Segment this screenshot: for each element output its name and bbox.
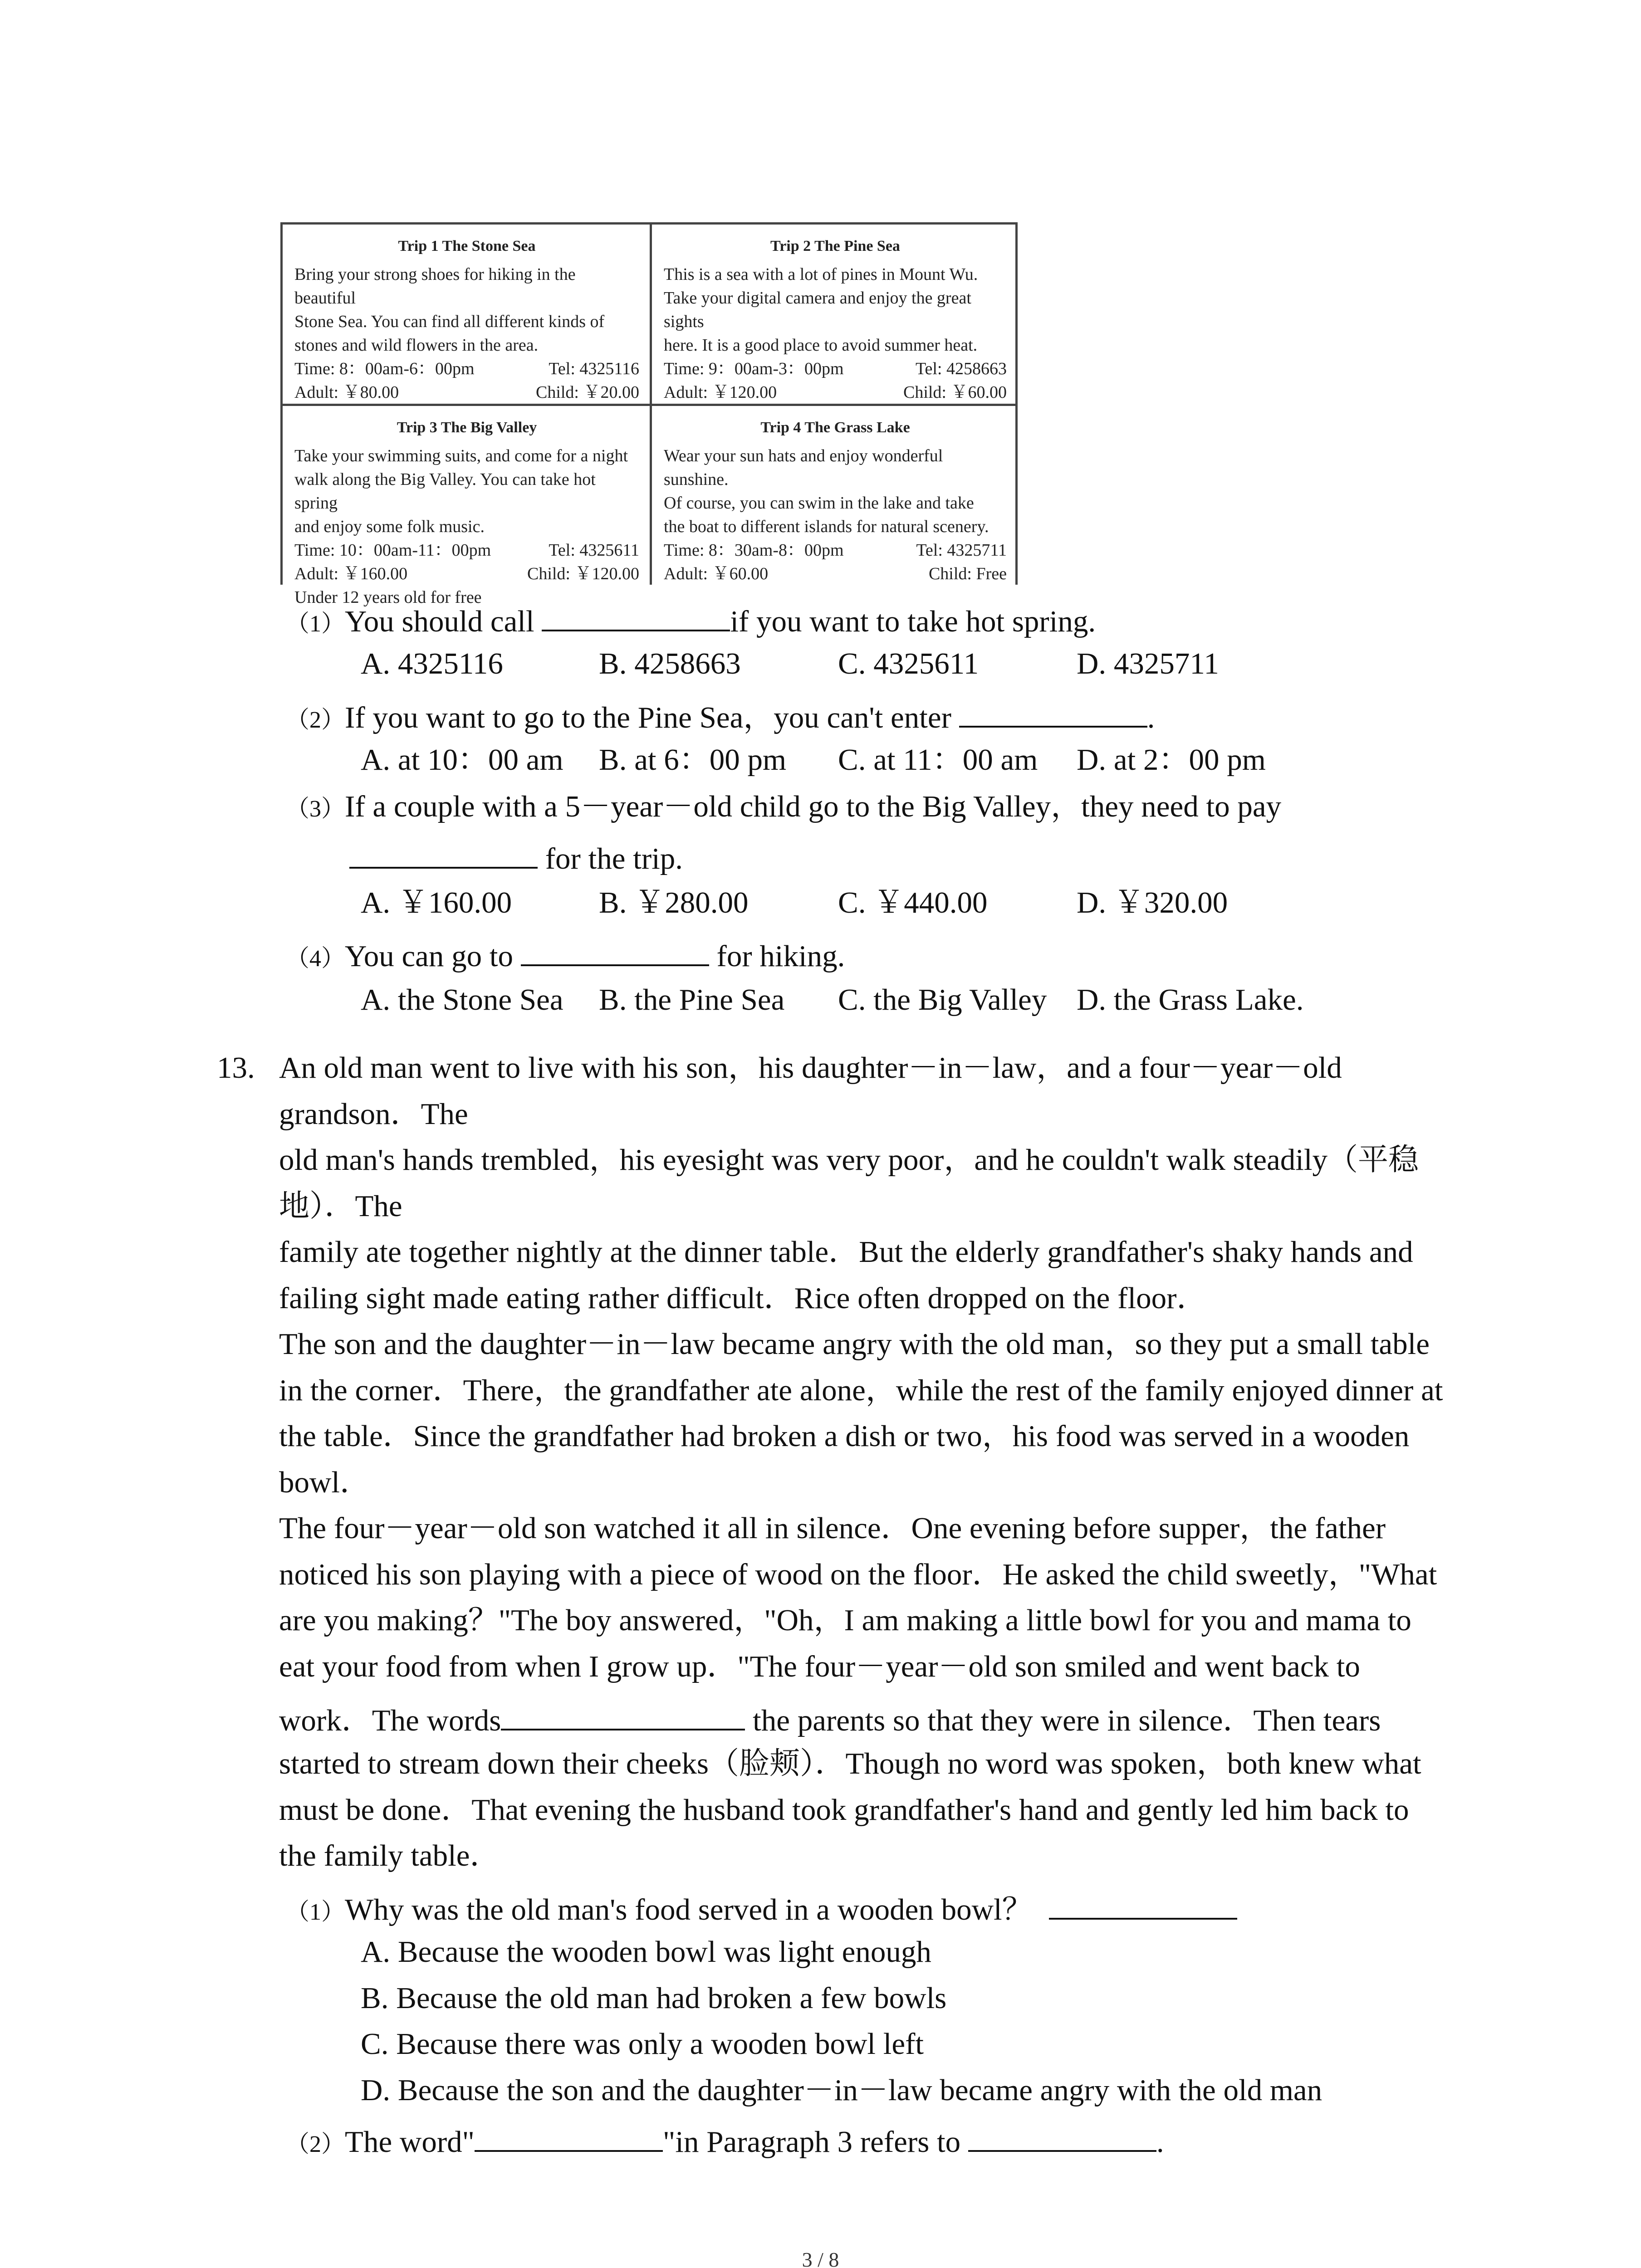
q13-1-option-a[interactable]: A. Because the wooden bowl was light enough: [361, 1935, 931, 1969]
q12-4-stem: （4）You can go to for hiking.: [286, 938, 845, 972]
q12-1-option-c[interactable]: C. 4325611: [838, 647, 979, 680]
trip-time: Time: 9：00am-3：00pm: [664, 359, 844, 378]
q12-1-stem: （1）You should call if you want to take hot spring.: [286, 603, 1096, 637]
q13-1-option-c[interactable]: C. Because there was only a wooden bowl left: [361, 2027, 924, 2061]
q12-4-option-c[interactable]: C. the Big Valley: [838, 983, 1047, 1017]
trip-title: Trip 3 The Big Valley: [397, 419, 537, 436]
trip-desc-line: Of course, you can swim in the lake and take: [664, 494, 974, 513]
q12-3-option-c[interactable]: C. ￥440.00: [838, 886, 988, 919]
trip-extra-note: Under 12 years old for free: [294, 588, 482, 607]
trip-title: Trip 2 The Pine Sea: [770, 238, 900, 254]
trip-tel: Tel: 4325611: [549, 541, 639, 560]
q13-2-stem: （2）The word" "in Paragraph 3 refers to .: [286, 2124, 1164, 2157]
passage-line: An old man went to live with his son，his daughter－in－law，and a four－year－old: [279, 1051, 1342, 1085]
q13-1-option-b[interactable]: B. Because the old man had broken a few bowls: [361, 1981, 947, 2015]
trip-time: Time: 8：30am-8：00pm: [664, 541, 844, 560]
trip-child-price: Child: ￥60.00: [903, 383, 1007, 402]
passage-line: eat your food from when I grow up．"The four－year－old son smiled and went back to: [279, 1650, 1360, 1683]
passage-line: in the corner．There，the grandfather ate alone，while the rest of the family enjoyed dinner at: [279, 1374, 1443, 1407]
trip-tel: Tel: 4325116: [549, 359, 639, 378]
trip-title: Trip 1 The Stone Sea: [398, 238, 536, 254]
trip-tel: Tel: 4325711: [916, 541, 1007, 560]
passage-line: family ate together nightly at the dinner table．But the elderly grandfather's shaky hands and: [279, 1235, 1413, 1269]
trip-card-4: [652, 406, 1018, 587]
q13-1-stem: （1）Why was the old man's food served in a wooden bowl？: [286, 1892, 1237, 1925]
trip-desc-line: Wear your sun hats and enjoy wonderful sunshine.: [664, 446, 943, 489]
trip-adult-price: Adult: ￥160.00: [294, 564, 408, 583]
q13-1-option-d[interactable]: D. Because the son and the daughter－in－law became angry with the old man: [361, 2073, 1323, 2107]
trip-desc-line: walk along the Big Valley. You can take hot spring: [294, 470, 596, 513]
q12-2-stem: （2）If you want to go to the Pine Sea，you can't enter .: [286, 699, 1155, 733]
question-number: 13.: [217, 1051, 255, 1085]
q12-3-option-b[interactable]: B. ￥280.00: [599, 886, 749, 919]
trip-child-price: Child: ￥120.00: [527, 564, 639, 583]
trip-card-1: [283, 225, 650, 404]
q12-4-option-b[interactable]: B. the Pine Sea: [599, 983, 785, 1017]
trip-adult-price: Adult: ￥60.00: [664, 564, 769, 583]
trip-child-price: Child: Free: [928, 564, 1007, 583]
trip-title: Trip 4 The Grass Lake: [760, 419, 910, 436]
trip-desc-line: Stone Sea. You can find all different kinds of: [294, 312, 605, 331]
passage-line: old man's hands trembled，his eyesight was very poor，and he couldn't walk steadily（平稳: [279, 1143, 1419, 1177]
answer-blank[interactable]: [475, 2124, 663, 2152]
q12-2-option-a[interactable]: A. at 10：00 am: [361, 743, 563, 777]
answer-blank[interactable]: [542, 603, 730, 631]
trip-time: Time: 10：00am-11：00pm: [294, 541, 491, 560]
passage-line: The son and the daughter－in－law became angry with the old man，so they put a small table: [279, 1327, 1430, 1361]
q12-2-option-d[interactable]: D. at 2：00 pm: [1077, 743, 1266, 777]
passage-line: The four－year－old son watched it all in silence．One evening before supper，the father: [279, 1511, 1386, 1545]
trip-desc-line: Bring your strong shoes for hiking in the beautiful: [294, 265, 576, 308]
q12-1-option-d[interactable]: D. 4325711: [1077, 647, 1219, 680]
trip-desc-line: here. It is a good place to avoid summer heat.: [664, 336, 978, 355]
passage-line: noticed his son playing with a piece of wood on the floor．He asked the child sweetly，"What: [279, 1558, 1437, 1591]
answer-blank[interactable]: [521, 938, 709, 966]
trip-desc-line: This is a sea with a lot of pines in Mount Wu.: [664, 265, 978, 284]
passage-line: must be done．That evening the husband took grandfather's hand and gently led him back to: [279, 1793, 1409, 1827]
answer-blank[interactable]: [1049, 1892, 1237, 1920]
q12-4-option-d[interactable]: D. the Grass Lake.: [1077, 983, 1304, 1017]
q12-4-option-a[interactable]: A. the Stone Sea: [361, 983, 563, 1017]
answer-blank[interactable]: [501, 1702, 745, 1730]
trip-time: Time: 8：00am-6：00pm: [294, 359, 475, 378]
trip-adult-price: Adult: ￥120.00: [664, 383, 777, 402]
passage-line: the table．Since the grandfather had broken a dish or two，his food was served in a wooden: [279, 1419, 1410, 1453]
trip-desc-line: Take your swimming suits, and come for a night: [294, 446, 628, 465]
q12-3-stem-cont: for the trip.: [349, 841, 683, 874]
passage-line: started to stream down their cheeks（脸颊）．Though no word was spoken，both knew what: [279, 1747, 1421, 1780]
passage-line: the family table．: [279, 1839, 500, 1872]
passage-line: are you making？"The boy answered，"Oh，I am making a little bowl for you and mama to: [279, 1603, 1411, 1637]
answer-blank[interactable]: [968, 2124, 1156, 2152]
trip-desc-line: Take your digital camera and enjoy the great sights: [664, 288, 971, 331]
passage-line: bowl．: [279, 1466, 370, 1499]
q12-3-option-d[interactable]: D. ￥320.00: [1077, 886, 1228, 919]
trip-adult-price: Adult: ￥80.00: [294, 383, 399, 402]
trip-child-price: Child: ￥20.00: [535, 383, 639, 402]
q12-3-option-a[interactable]: A. ￥160.00: [361, 886, 512, 919]
q12-2-option-b[interactable]: B. at 6：00 pm: [599, 743, 787, 777]
trip-desc-line: stones and wild flowers in the area.: [294, 336, 539, 355]
passage-line: 地）．The: [279, 1189, 402, 1223]
trip-card-3: [283, 406, 650, 607]
trip-tel: Tel: 4258663: [915, 359, 1007, 378]
passage-line: grandson．The: [279, 1097, 468, 1131]
passage-line: failing sight made eating rather difficult．Rice often dropped on the floor．: [279, 1281, 1207, 1315]
trip-card-2: [652, 225, 1018, 404]
passage-line-with-blank: work．The words the parents so that they were in silence．Then tears: [279, 1702, 1381, 1736]
trip-desc-line: the boat to different islands for natural scenery.: [664, 517, 989, 536]
trip-desc-line: and enjoy some folk music.: [294, 517, 485, 536]
page-number: 3 / 8: [802, 2248, 839, 2268]
answer-blank[interactable]: [959, 699, 1147, 728]
q12-1-option-a[interactable]: A. 4325116: [361, 647, 503, 680]
q12-1-option-b[interactable]: B. 4258663: [599, 647, 741, 680]
trip-info-table: [280, 222, 1018, 607]
answer-blank[interactable]: [349, 841, 538, 869]
q12-2-option-c[interactable]: C. at 11：00 am: [838, 743, 1038, 777]
q12-3-stem: （3）If a couple with a 5－year－old child go to the Big Valley，they need to pay: [286, 790, 1282, 823]
